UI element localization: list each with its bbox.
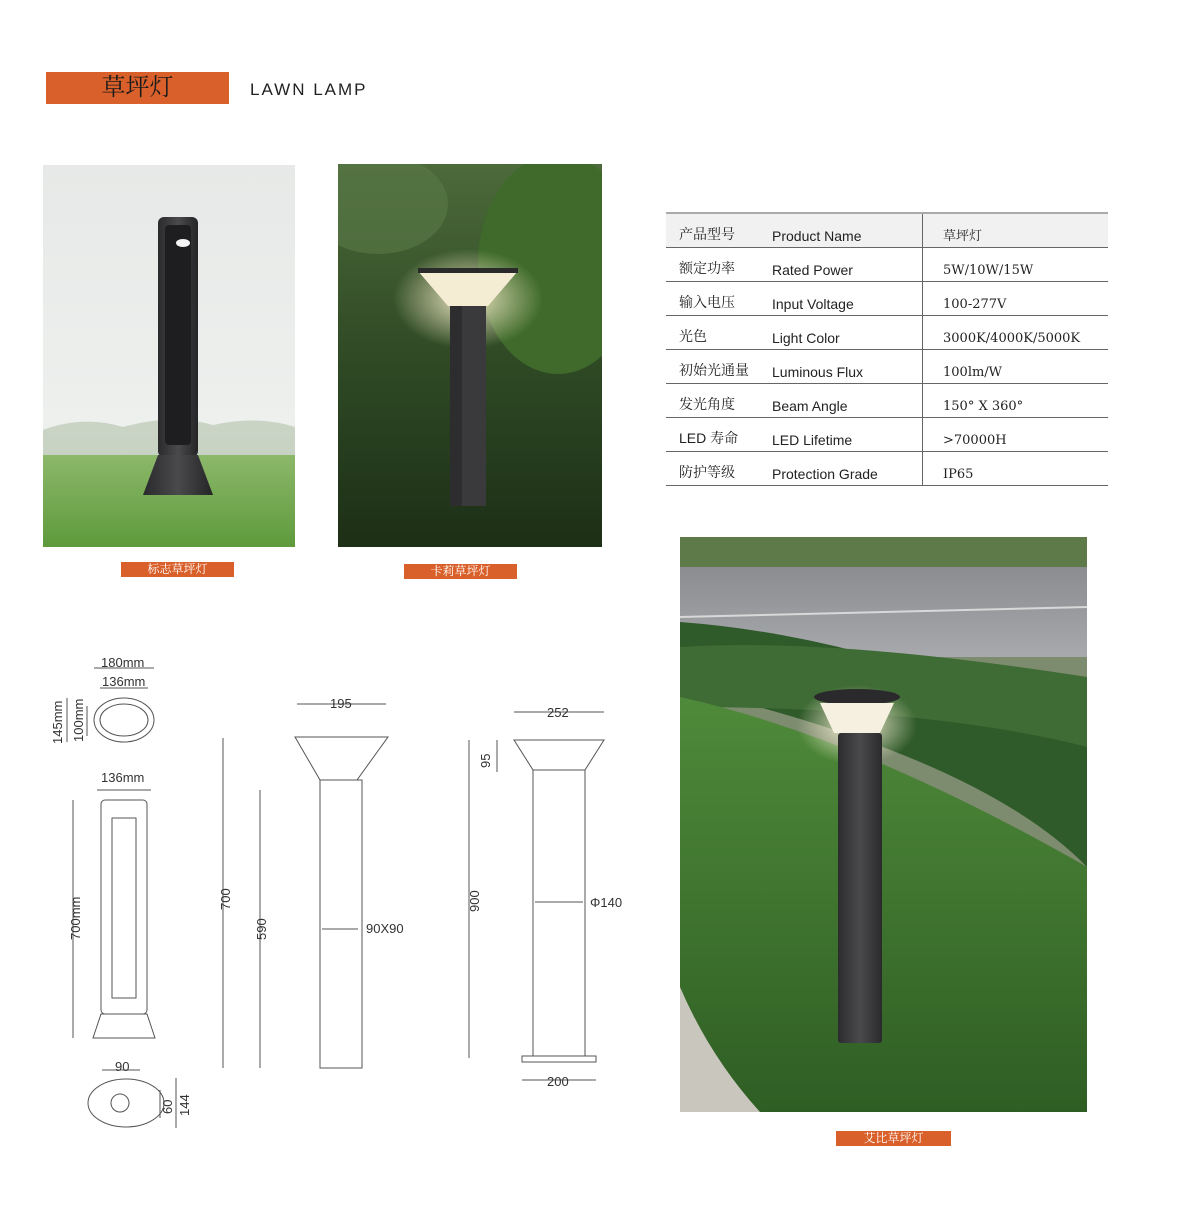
spec-value: 100lm/W (923, 350, 1109, 384)
dim-lamp3-top-width: 252 (547, 705, 569, 720)
spec-label-cn: 产品型号 (666, 213, 772, 248)
spec-label-cn: 发光角度 (666, 384, 772, 418)
spec-label-en: Luminous Flux (772, 350, 923, 384)
spec-row (666, 384, 1108, 418)
dim-lamp1-base-height2: 144 (177, 1094, 192, 1116)
spec-label-cn: 输入电压 (666, 282, 772, 316)
spec-label-cn: 额定功率 (666, 248, 772, 282)
spec-value: 100-277V (923, 282, 1109, 316)
dim-lamp1-top-inner: 136mm (102, 674, 146, 689)
spec-value: 5W/10W/15W (923, 248, 1109, 282)
spec-value: 3000K/4000K/5000K (923, 316, 1109, 350)
spec-value: IP65 (923, 452, 1109, 486)
spec-label-en: Rated Power (772, 248, 923, 282)
spec-label-en: Protection Grade (772, 452, 923, 486)
spec-label-en: Input Voltage (772, 282, 923, 316)
dim-lamp2-top-width: 195 (330, 696, 352, 711)
dim-lamp3-total-height: 900 (467, 890, 482, 912)
dim-lamp1-body-width: 136mm (101, 770, 145, 785)
dim-lamp3-diameter: Φ140 (590, 895, 623, 910)
dim-lamp2-body-height: 590 (254, 918, 269, 940)
spec-row (666, 248, 1108, 282)
spec-row (666, 350, 1108, 384)
dim-lamp1-top-height: 145mm (50, 700, 65, 744)
dim-lamp1-base-width: 90 (115, 1059, 130, 1074)
product-caption-3: 艾比草坪灯 (836, 1131, 951, 1146)
dim-lamp3-head-height: 95 (478, 753, 493, 768)
dim-lamp1-body-height: 700mm (68, 896, 83, 940)
dim-lamp2-section: 90X90 (366, 921, 404, 936)
technical-drawings (0, 640, 660, 1140)
dim-lamp1-base-height1: 60 (160, 1099, 175, 1114)
spec-label-cn: 防护等级 (666, 452, 772, 486)
product-photo-2 (338, 164, 602, 547)
spec-label-en: Product Name (772, 213, 923, 248)
section-title-en: LAWN LAMP (250, 80, 368, 99)
product-photo-1 (43, 165, 295, 547)
dim-lamp1-top-inner-height: 100mm (71, 698, 86, 742)
spec-value: 150° X 360° (923, 384, 1109, 418)
spec-label-cn: LED 寿命 (666, 418, 772, 452)
spec-table (666, 212, 1108, 486)
spec-label-cn: 光色 (666, 316, 772, 350)
dim-lamp3-base-width: 200 (547, 1074, 569, 1089)
spec-label-en: LED Lifetime (772, 418, 923, 452)
product-caption-1: 标志草坪灯 (121, 562, 234, 577)
dim-lamp2-total-height: 700 (218, 888, 233, 910)
spec-label-en: Light Color (772, 316, 923, 350)
spec-row (666, 316, 1108, 350)
spec-value: 草坪灯 (923, 213, 1109, 248)
spec-value: >70000H (923, 418, 1109, 452)
spec-label-cn: 初始光通量 (666, 350, 772, 384)
spec-row (666, 418, 1108, 452)
product-photo-3 (680, 537, 1087, 1112)
spec-label-en: Beam Angle (772, 384, 923, 418)
section-title-cn: 草坪灯 (46, 72, 229, 104)
dim-lamp1-top-width: 180mm (101, 655, 145, 670)
spec-row (666, 452, 1108, 486)
product-caption-2: 卡莉草坪灯 (404, 564, 517, 579)
spec-row (666, 213, 1108, 248)
spec-row (666, 282, 1108, 316)
